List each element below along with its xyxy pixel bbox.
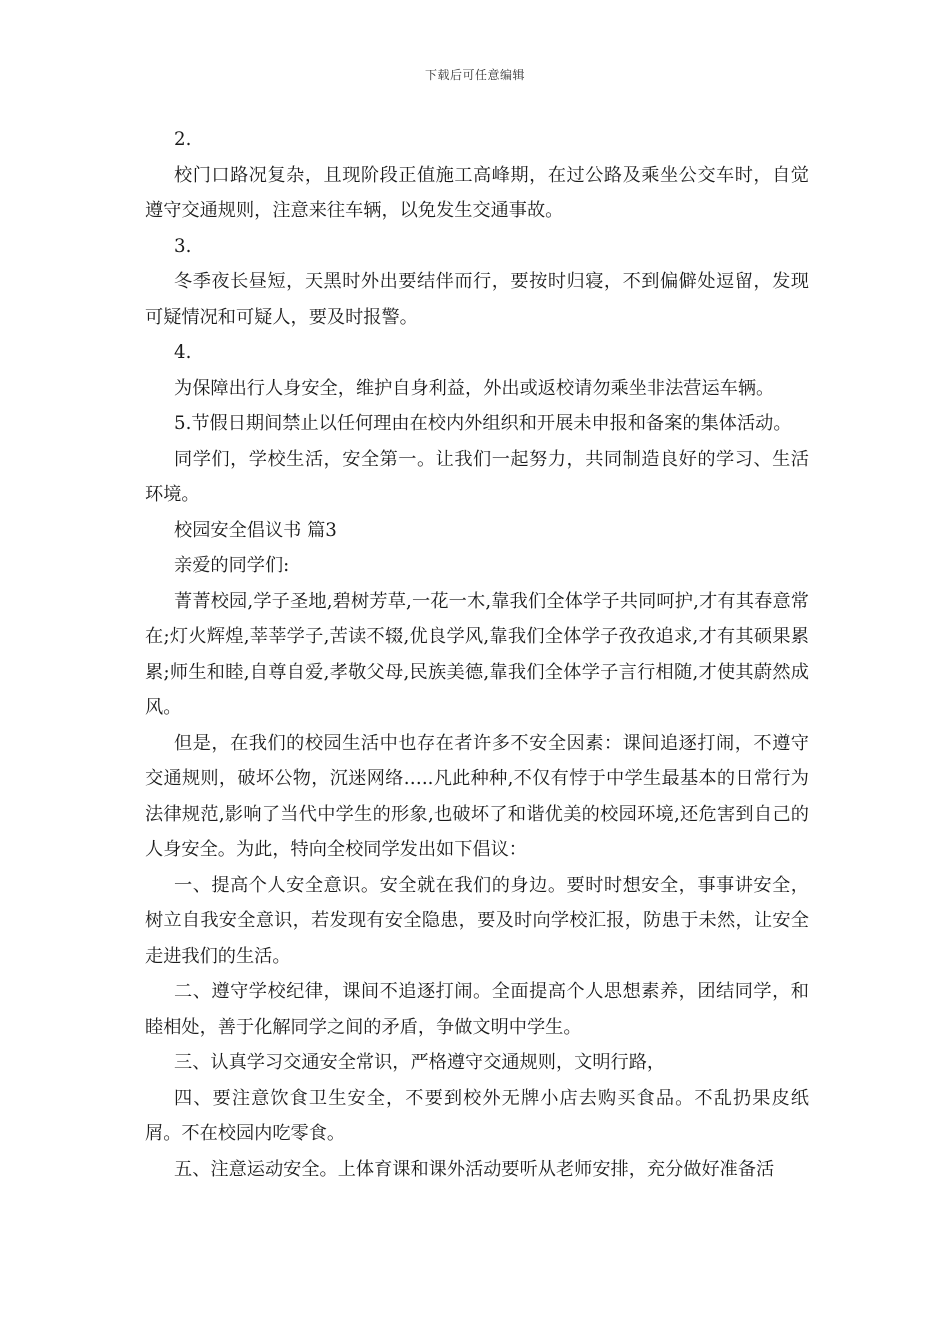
paragraph: 但是，在我们的校园生活中也存在者许多不安全因素：课间追逐打闹，不遵守交通规则，破坏公物，沉迷网络…..凡此种种,不仅有悖于中学生最基本的日常行为法律规范,影响了当代中学生的形象,也破坏了和谐优美的校园环境,还危害到自己的人身安全。为此，特向全校同学发出如下倡议： xyxy=(145,732,809,860)
paragraph: 4. xyxy=(174,342,192,363)
paragraph: 为保障出行人身安全，维护自身利益，外出或返校请勿乘坐非法营运车辆。 xyxy=(174,377,775,399)
document-body xyxy=(145,122,809,1187)
salutation: 亲爱的同学们: xyxy=(174,555,290,576)
paragraph: 菁菁校园,学子圣地,碧树芳草,一花一木,靠我们全体学子共同呵护,才有其春意常在;灯火辉煌,莘莘学子,苦读不辍,优良学风,靠我们全体学子孜孜追求,才有其硕果累累;师生和睦,自尊自爱,孝敬父母,民族美德,靠我们全体学子言行相随,才使其蔚然成风。 xyxy=(145,590,809,718)
paragraph: 三、认真学习交通安全常识，严格遵守交通规则，文明行路， xyxy=(174,1052,666,1073)
paragraph: 同学们，学校生活，安全第一。让我们一起努力，共同制造良好的学习、生活环境。 xyxy=(145,448,809,505)
section-title: 校园安全倡议书 篇3 xyxy=(174,519,337,541)
paragraph: 冬季夜长昼短，天黑时外出要结伴而行，要按时归寝，不到偏僻处逗留，发现可疑情况和可疑人，要及时报警。 xyxy=(145,271,809,328)
paragraph: 2. xyxy=(174,129,192,150)
paragraph: 3. xyxy=(174,235,192,257)
paragraph: 二、遵守学校纪律，课间不追逐打闹。全面提高个人思想素养，团结同学，和睦相处，善于化解同学之间的矛盾，争做文明中学生。 xyxy=(145,981,809,1038)
paragraph: 四、要注意饮食卫生安全，不要到校外无牌小店去购买食品。不乱扔果皮纸屑。不在校园内吃零食。 xyxy=(145,1087,809,1144)
paragraph: 五、注意运动安全。上体育课和课外活动要听从老师安排，充分做好准备活 xyxy=(174,1158,775,1180)
paragraph: 一、提高个人安全意识。安全就在我们的身边。要时时想安全，事事讲安全，树立自我安全意识，若发现有安全隐患，要及时向学校汇报，防患于未然，让安全走进我们的生活。 xyxy=(145,874,809,967)
paragraph: 5.节假日期间禁止以任何理由在校内外组织和开展未申报和备案的集体活动。 xyxy=(174,413,792,434)
page-header: 下载后可任意编辑 xyxy=(424,68,525,82)
paragraph: 校门口路况复杂，且现阶段正值施工高峰期，在过公路及乘坐公交车时，自觉遵守交通规则，注意来往车辆，以免发生交通事故。 xyxy=(145,164,809,221)
